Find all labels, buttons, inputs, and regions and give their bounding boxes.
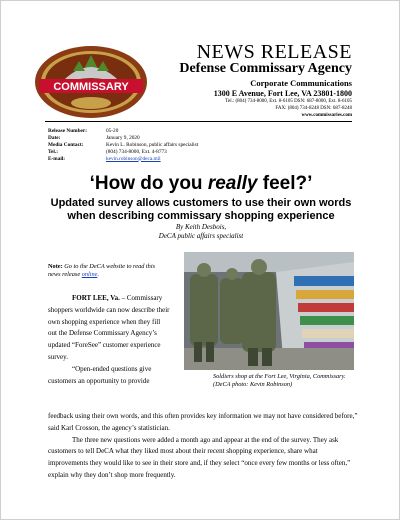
news-release-title: NEWS RELEASE	[196, 41, 352, 63]
office-name: Corporate Communications	[250, 78, 352, 88]
note	[48, 263, 168, 279]
meta-label: Tel.:	[48, 148, 58, 155]
paragraph-1-text: – Commissary shoppers worldwide can now describe their own shopping experience when they fill out the Defense Commissary Agency’s updated “ForeSee” customer experience survey.	[48, 294, 170, 361]
headline-pre: ‘How do you	[89, 173, 208, 194]
body-paragraph-1	[48, 293, 170, 364]
agency-address: 1300 E Avenue, Fort Lee, VA 23801-1800	[213, 89, 352, 98]
body-paragraph-3: The three new questions were added a month ago and appear at the end of the survey. They ask customers to tell DeCA what they liked most about their recent shopping experience, share what improvements they would like to see in their store and, if they select “once every few months or less often,” explain why they don’t shop more frequently.	[48, 435, 351, 479]
photo-caption: Soldiers shop at the Fort Lee, Virginia, Commissary. (DeCA photo: Kevin Robinson)	[213, 373, 346, 388]
body-paragraph-2b: feedback using their own words, and this often provides key information we may not have considered before,” said Karl Crosson, the agency’s statistician.	[48, 412, 358, 432]
meta-row-date	[48, 134, 198, 141]
dateline: FORT LEE, Va.	[72, 294, 120, 302]
note-label: Note:	[48, 263, 63, 270]
agency-name: Defense Commissary Agency	[179, 61, 352, 76]
soldiers-shopping-photo	[184, 252, 354, 370]
body-full-width	[48, 411, 358, 482]
agency-phone: Tel.: (804) 734-8000, Ext. 8-6105 DSN: 687-8000, Ext. 8-6105	[225, 99, 352, 104]
commissary-logo	[33, 41, 149, 123]
body-column	[48, 293, 170, 387]
meta-value: Kevin L. Robinson, public affairs specialist	[106, 141, 199, 148]
subheadline	[1, 197, 400, 223]
headline	[1, 173, 400, 195]
meta-value: 05-20	[106, 127, 119, 134]
meta-label: Media Contact:	[48, 141, 84, 148]
meta-value: January 9, 2020	[106, 134, 140, 141]
agency-website[interactable]: www.commissaries.com	[301, 113, 352, 118]
meta-label: Date:	[48, 134, 61, 141]
meta-label: Release Number:	[48, 127, 87, 134]
note-text: Go to the DeCA website to read this news release	[48, 263, 156, 278]
meta-row-contact	[48, 141, 198, 148]
byline-author: By Keith Desbois,	[175, 223, 227, 231]
agency-fax: FAX: (804) 734-8248 DSN: 687-8248	[275, 106, 352, 111]
byline-title: DeCA public affairs specialist	[158, 231, 244, 240]
header-rule	[45, 121, 352, 122]
meta-row-release-number	[48, 127, 198, 134]
email-link[interactable]: kevin.robinson@deca.mil	[106, 155, 161, 162]
meta-row-email	[48, 155, 198, 162]
meta-row-tel	[48, 148, 198, 155]
subhead-line-2: when describing commissary shopping experience	[67, 210, 335, 222]
headline-post: feel?’	[257, 173, 313, 194]
release-meta	[48, 127, 198, 162]
body-paragraph-2a: “Open-ended questions give customers an opportunity to provide	[48, 364, 152, 385]
meta-label: E-mail:	[48, 155, 66, 162]
meta-value: (804) 734-8000, Ext. 4-8773	[106, 148, 167, 155]
headline-emphasis: really	[207, 173, 258, 194]
note-end: .	[97, 271, 100, 278]
logo-text: COMMISSARY	[53, 81, 129, 93]
subhead-line-1: Updated survey allows customers to use their own words	[50, 197, 352, 209]
online-link[interactable]: online	[81, 271, 98, 278]
byline	[1, 223, 400, 240]
